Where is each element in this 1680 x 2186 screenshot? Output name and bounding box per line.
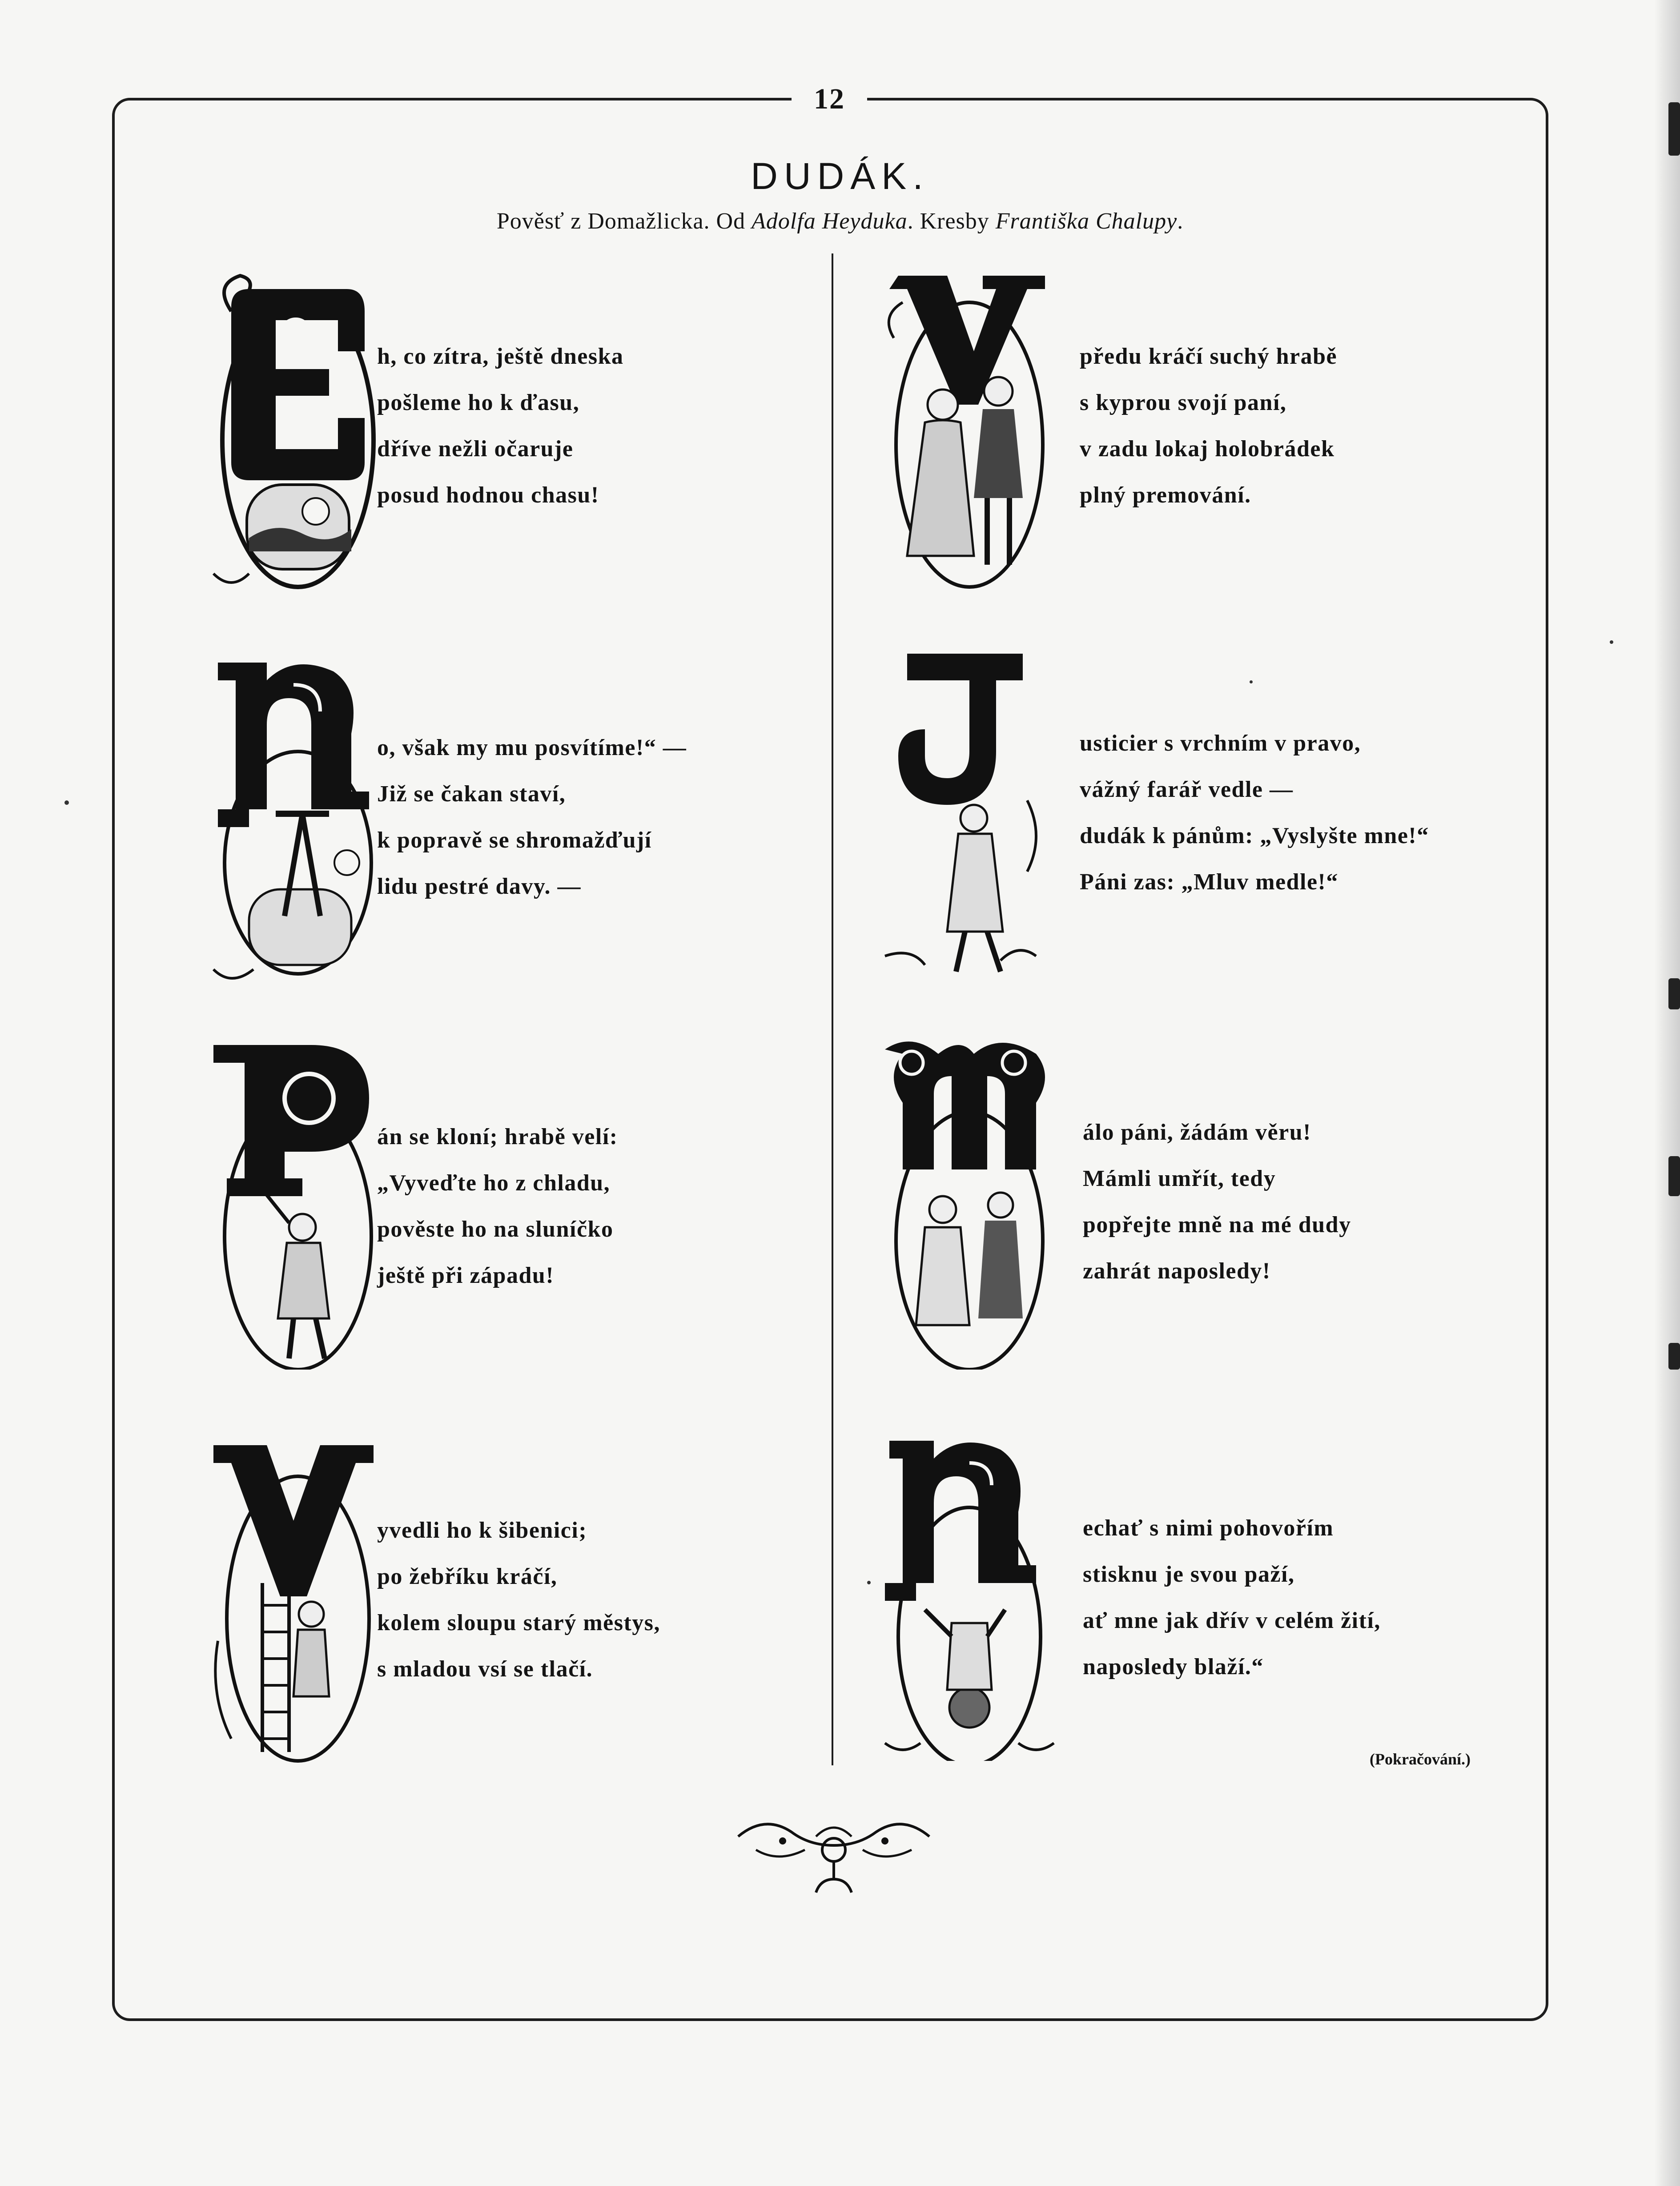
initial-n-illustration <box>200 649 396 987</box>
stanza-line: pošleme ho k ďasu, <box>377 390 580 415</box>
poem-title: DUDÁK. <box>751 155 929 197</box>
initial-v-illustration <box>872 258 1067 596</box>
print-speck <box>1250 680 1253 683</box>
stanza-line: vážný farář vedle — <box>1080 777 1294 802</box>
stanza-line: usticier s vrchním v pravo, <box>1080 731 1361 756</box>
stanza-line: Již se čakan staví, <box>377 781 566 807</box>
continued-note: (Pokračování.) <box>1370 1750 1471 1768</box>
stanza-line: pověste ho na sluníčko <box>377 1217 614 1242</box>
stanza-2 <box>1080 334 1337 518</box>
poem-subtitle <box>0 208 1680 234</box>
stanza-line: „Vyveďte ho z chladu, <box>377 1170 611 1196</box>
stanza-line: popřejte mně na mé dudy <box>1083 1212 1351 1238</box>
page-edge <box>1654 0 1680 2186</box>
print-speck <box>1610 640 1613 644</box>
initial-p-illustration <box>200 1032 396 1370</box>
stanza-line: h, co zítra, ještě dneska <box>377 344 624 369</box>
stanza-line: posud hodnou chasu! <box>377 482 599 508</box>
stanza-line: plný premování. <box>1080 482 1251 508</box>
stanza-line: kolem sloupu starý městys, <box>377 1610 661 1635</box>
stanza-line: án se kloní; hrabě velí: <box>377 1124 618 1149</box>
page-number: 12 <box>814 83 845 115</box>
stanza-line: s kyprou svojí paní, <box>1080 390 1287 415</box>
subtitle-suffix: . <box>1177 209 1184 234</box>
stanza-line: lidu pestré davy. — <box>377 874 581 899</box>
subtitle-prefix: Pověsť z Domažlicka. Od <box>496 209 752 234</box>
stanza-3 <box>377 725 687 910</box>
stanza-8 <box>1083 1505 1381 1690</box>
ornament-tailpiece <box>729 1810 938 1899</box>
stanza-5 <box>377 1114 618 1299</box>
stanza-7 <box>377 1507 660 1692</box>
stanza-line: k popravě se shromažďují <box>377 828 652 853</box>
stanza-line: naposledy blaží.“ <box>1083 1654 1264 1680</box>
stanza-line: Mámli umřít, tedy <box>1083 1166 1276 1191</box>
stanza-line: předu kráčí suchý hrabě <box>1080 344 1338 369</box>
initial-n2-illustration <box>872 1423 1067 1761</box>
stanza-6 <box>1083 1109 1351 1294</box>
author-name: Adolfa Heyduka <box>752 209 908 234</box>
stanza-line: Páni zas: „Mluv medle!“ <box>1080 869 1338 895</box>
illustrator-name: Františka Chalupy <box>995 209 1178 234</box>
stanza-line: dříve nežli očaruje <box>377 436 574 462</box>
stanza-line: po žebříku kráčí, <box>377 1564 558 1589</box>
stanza-line: v zadu lokaj holobrádek <box>1080 436 1335 462</box>
stanza-line: dudák k pánům: „Vyslyšte mne!“ <box>1080 823 1429 848</box>
stanza-1 <box>377 334 624 518</box>
subtitle-middle: . Kresby <box>907 209 996 234</box>
print-speck <box>867 1581 871 1584</box>
print-speck <box>64 800 69 805</box>
stanza-line: yvedli ho k šibenici; <box>377 1518 587 1543</box>
initial-j-illustration <box>872 645 1067 983</box>
stanza-line: álo páni, žádám věru! <box>1083 1120 1311 1145</box>
stanza-line: o, však my mu posvítíme!“ — <box>377 735 687 760</box>
stanza-line: s mladou vsí se tlačí. <box>377 1656 593 1682</box>
initial-m-illustration <box>872 1032 1067 1370</box>
page-number-box <box>792 75 867 124</box>
stanza-line: echať s nimi pohovořím <box>1083 1515 1334 1541</box>
stanza-4 <box>1080 720 1429 905</box>
stanza-line: ať mne jak dřív v celém žití, <box>1083 1608 1381 1633</box>
stanza-line: stisknu je svou paží, <box>1083 1562 1295 1587</box>
stanza-line: zahrát naposledy! <box>1083 1258 1271 1284</box>
initial-e-illustration <box>200 262 396 600</box>
initial-v2-illustration <box>200 1427 396 1765</box>
column-divider <box>832 253 833 1765</box>
stanza-line: ještě při západu! <box>377 1263 555 1288</box>
